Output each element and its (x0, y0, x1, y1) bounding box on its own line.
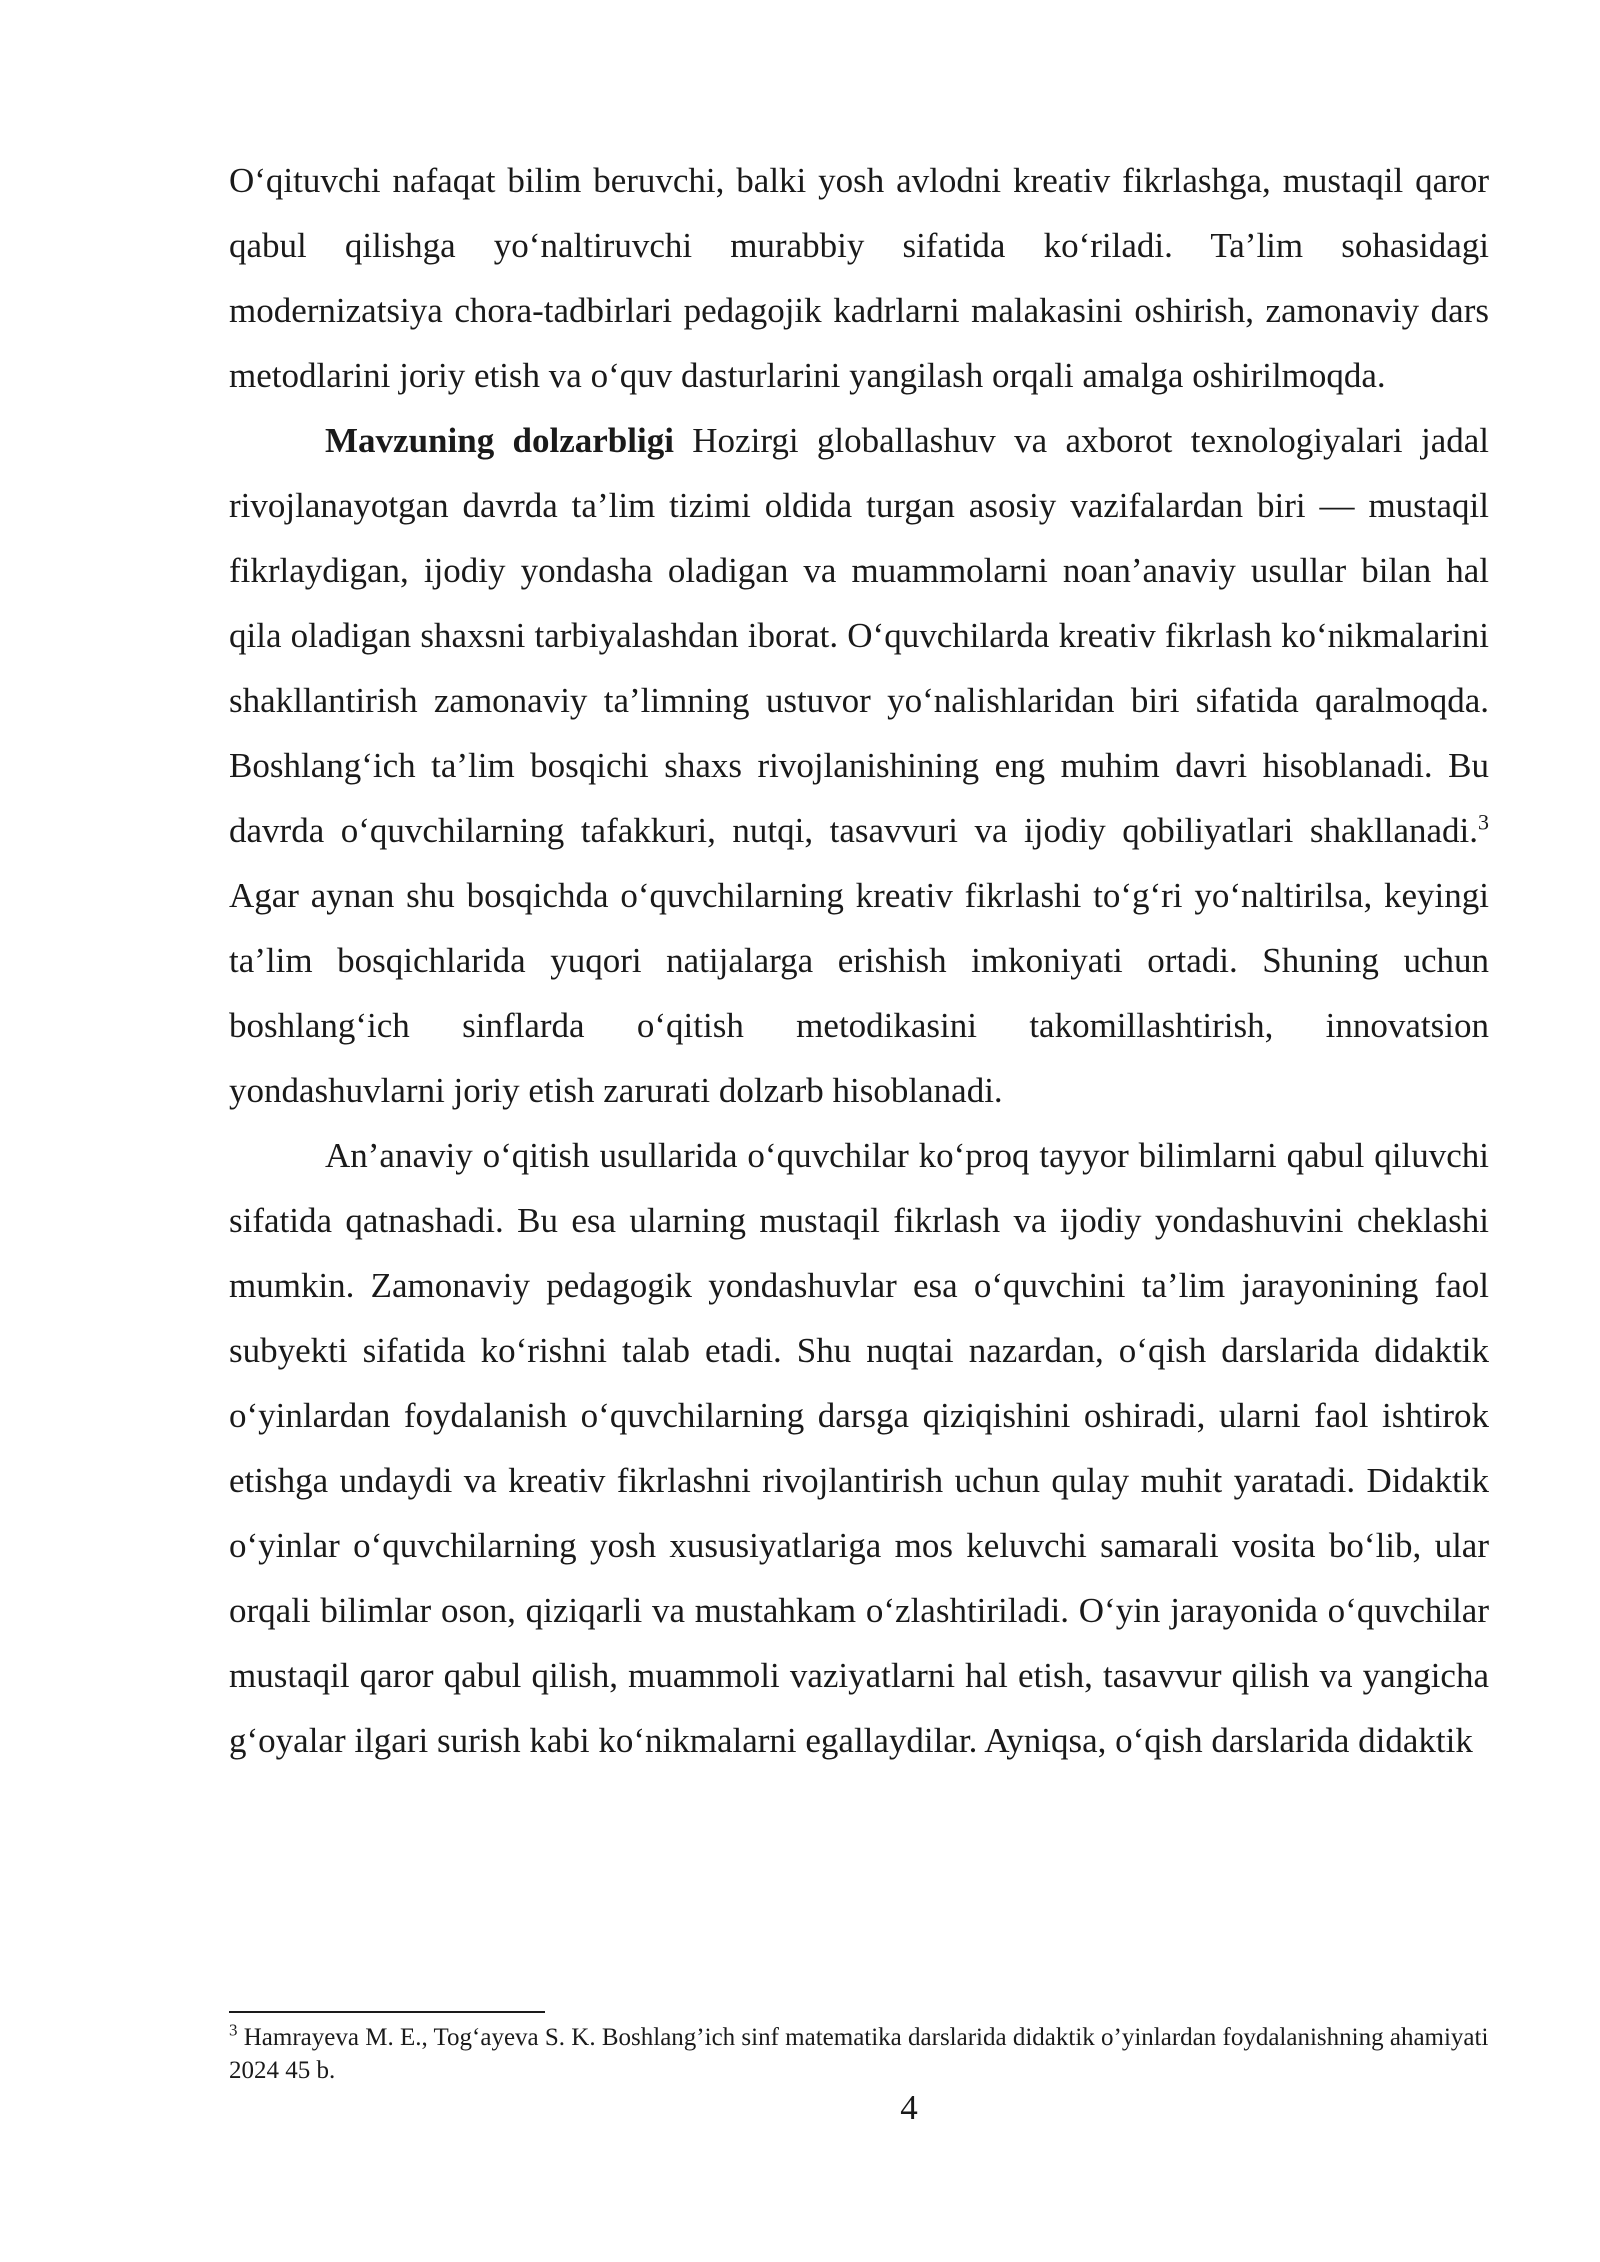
page-number: 4 (900, 2088, 918, 2127)
body-text (229, 148, 1489, 1773)
paragraph-traditional-methods: An’anaviy o‘qitish usullarida o‘quvchilar ko‘proq tayyor bilimlarni qabul qiluvchi sifatida qatnashadi. Bu esa ularning mustaqil fikrlash va ijodiy yondashuvini cheklashi mumkin. Zamonaviy pedagogik yondashuvlar esa o‘quvchini ta’lim jarayonining faol subyekti sifatida ko‘rishni talab etadi. Shu nuqtai nazardan, o‘qish darslarida didaktik o‘yinlardan foydalanish o‘quvchilarning darsga qiziqishini oshiradi, ularni faol ishtirok etishga undaydi va kreativ fikrlashni rivojlantirish uchun qulay muhit yaratadi. Didaktik o‘yinlar o‘quvchilarning yosh xususiyatlariga mos keluvchi samarali vosita bo‘lib, ular orqali bilimlar oson, qiziqarli va mustahkam o‘zlashtiriladi. O‘yin jarayonida o‘quvchilar mustaqil qaror qabul qilish, muammoli vaziyatlarni hal etish, tasavvur qilish va yangicha g‘oyalar ilgari surish kabi ko‘nikmalarni egallaydilar. Ayniqsa, o‘qish darslarida didaktik (229, 1136, 1489, 1760)
paragraph-relevance (229, 408, 1489, 1123)
footnote-reference[interactable]: 3 (1478, 809, 1489, 835)
section-heading-relevance: Mavzuning dolzarbligi (325, 421, 674, 460)
relevance-text-part-1: Hozirgi globallashuv va axborot texnologiyalari jadal rivojlanayotgan davrda ta’lim tizimi oldida turgan asosiy vazifalardan biri — mustaqil fikrlaydigan, ijodiy yondasha oladigan va muammolarni noan’anaviy usullar bilan hal qila oladigan shaxsni tarbiyalashdan iborat. O‘quvchilarda kreativ fikrlash ko‘nikmalarini shakllantirish zamonaviy ta’limning ustuvor yo‘nalishlaridan biri sifatida qaralmoqda. Boshlang‘ich ta’lim bosqichi shaxs rivojlanishining eng muhim davri hisoblanadi. Bu davrda o‘quvchilarning tafakkuri, nutqi, tasavvuri va ijodiy qobiliyatlari shakllanadi. (229, 421, 1489, 850)
footnote-text: Hamrayeva M. E., Tog‘ayeva S. K. Boshlang’ich sinf matematika darslarida didaktik o’yinlardan foydalanishning ahamiyati 2024 45 b. (229, 2024, 1489, 2084)
footnote-marker: 3 (229, 2020, 238, 2040)
footnote (229, 2021, 1489, 2087)
footnote-separator (229, 2011, 545, 2013)
relevance-text-part-2: Agar aynan shu bosqichda o‘quvchilarning kreativ fikrlashi to‘g‘ri yo‘naltirilsa, keyingi ta’lim bosqichlarida yuqori natijalarga erishish imkoniyati ortadi. Shuning uchun boshlang‘ich sinflarda o‘qitish metodikasini takomillashtirish, innovatsion yondashuvlarni joriy etish zarurati dolzarb hisoblanadi. (229, 876, 1489, 1110)
paragraph-intro: O‘qituvchi nafaqat bilim beruvchi, balki yosh avlodni kreativ fikrlashga, mustaqil qaror qabul qilishga yo‘naltiruvchi murabbiy sifatida ko‘riladi. Ta’lim sohasidagi modernizatsiya chora-tadbirlari pedagojik kadrlarni malakasini oshirish, zamonaviy dars metodlarini joriy etish va o‘quv dasturlarini yangilash orqali amalga oshirilmoqda. (229, 161, 1489, 395)
